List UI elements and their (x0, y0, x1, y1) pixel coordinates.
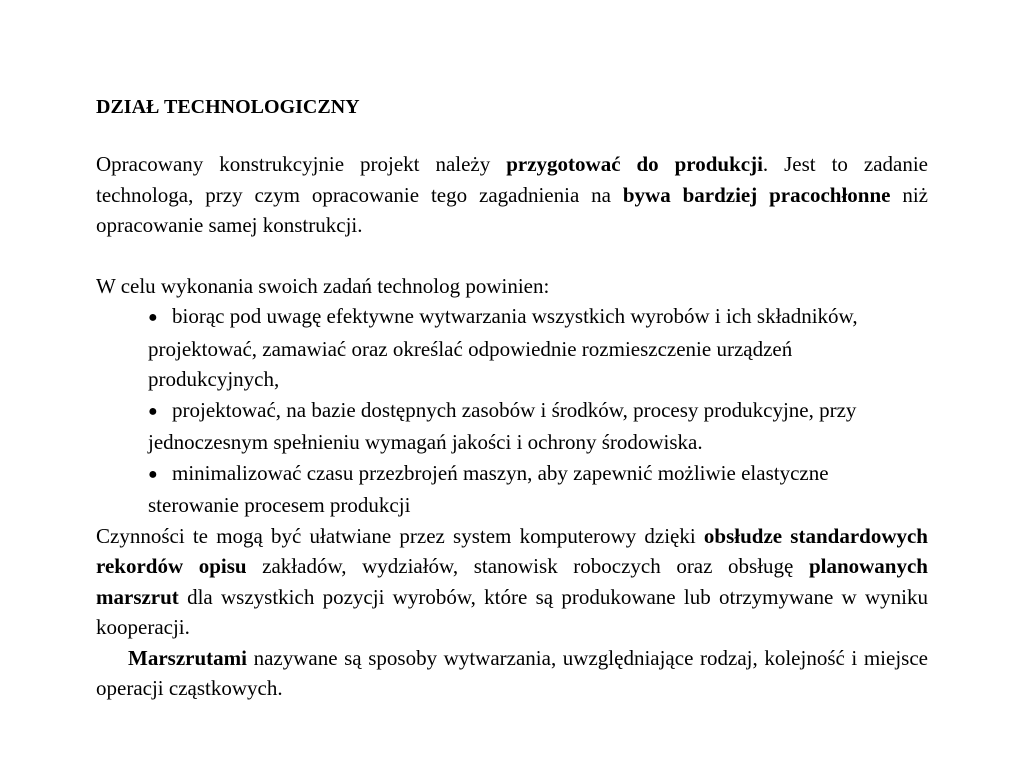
intro-text-2: . Jest to zadanie technologa, przy czym opracowanie tego zagadnienia na (96, 152, 928, 207)
system-bold-1: obsłudze standardowych rekordów opisu (96, 523, 928, 578)
intro-bold-2: bywa bardziej pracochłonne (622, 182, 891, 207)
list-item (148, 301, 908, 395)
system-paragraph (96, 521, 928, 643)
routes-text: nazywane są sposoby wytwarzania, uwzględniające rodzaj, kolejność i miejsce operacji cząstkowych. (96, 645, 928, 700)
system-text-2: zakładów, wydziałów, stanowisk roboczych oraz obsługę (246, 554, 809, 578)
system-text-3: dla wszystkich pozycji wyrobów, które są produkowane lub otrzymywane w wyniku kooperacji. (96, 584, 928, 639)
routes-paragraph (96, 643, 928, 704)
bullet-icon: ● (148, 465, 158, 483)
intro-text-1: Opracowany konstrukcyjnie projekt należy (96, 152, 507, 176)
system-text-1: Czynności te mogą być ułatwiane przez system komputerowy dzięki (96, 523, 704, 548)
intro-text-3: niż opracowanie samej konstrukcji. (96, 182, 929, 237)
duties-list (96, 301, 908, 521)
system-bold-2: planowanych marszrut (96, 554, 928, 609)
list-item-text: biorąc pod uwagę efektywne wytwarzania wszystkich wyrobów i ich składników, projektować, zamawiać oraz określać odpowiednie rozmieszczenie urządzeń produkcyjnych, (148, 304, 858, 391)
duties-intro: W celu wykonania swoich zadań technolog powinien: (96, 273, 550, 298)
bullet-icon: ● (148, 402, 158, 420)
document-page (96, 92, 928, 704)
intro-bold-1: przygotować do produkcji (506, 152, 763, 176)
routes-bold: Marszrutami (128, 645, 247, 670)
section-heading: DZIAŁ TECHNOLOGICZNY (96, 96, 360, 118)
list-item-text: minimalizować czasu przezbrojeń maszyn, aby zapewnić możliwie elastyczne sterowanie procesem produkcji (148, 460, 829, 517)
bullet-icon: ● (148, 309, 158, 326)
intro-paragraph (96, 149, 928, 241)
list-item (148, 395, 908, 458)
list-item-text: projektować, na bazie dostępnych zasobów i środków, procesy produkcyjne, przy jednoczesnym spełnieniu wymagań jakości i ochrony środowiska. (148, 397, 857, 454)
paragraph-gap (96, 241, 928, 271)
list-item (148, 458, 908, 521)
